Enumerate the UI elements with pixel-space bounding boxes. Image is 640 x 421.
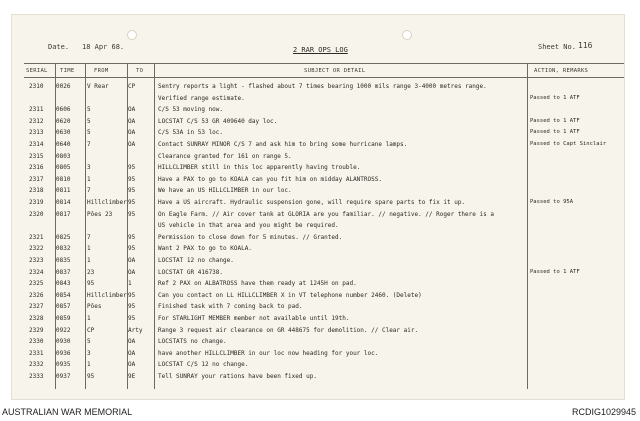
log-to-cell: OA	[128, 268, 136, 276]
log-from-cell: 95	[87, 280, 95, 288]
log-entry-row	[12, 290, 626, 301]
log-serial-cell: 2328	[29, 315, 44, 322]
log-entry-row	[12, 209, 626, 220]
log-time-cell: 0825	[56, 233, 71, 241]
log-serial-cell: 2332	[29, 361, 44, 369]
log-from-cell: 1	[87, 315, 91, 322]
date-label: Date.	[48, 43, 70, 51]
log-subject-cell: On Eagle Farm. // Air cover tank at GLORIA are you familiar. // negative. // Roger there is a	[158, 210, 494, 218]
log-entry-row	[12, 174, 626, 185]
log-subject-cell: Sentry reports a light - flashed about 7 times bearing 1000 mils range 3-4000 metres range.	[158, 83, 487, 90]
log-time-cell: 0026	[56, 83, 71, 90]
log-from-cell: 3	[87, 349, 91, 357]
log-from-cell: CP	[87, 326, 95, 334]
log-serial-cell: 2312	[29, 117, 44, 125]
log-subject-cell: Ref 2 PAX on ALBATROSS have them ready at 1245H on pad.	[158, 280, 357, 288]
log-subject-cell: Tell SUNRAY your rations have been fixed up.	[158, 373, 317, 380]
log-entry-row	[12, 127, 626, 138]
log-from-cell: 1	[87, 361, 91, 369]
log-subject-cell: LOCSTATS no change.	[158, 338, 227, 346]
log-subject-cell: US vehicle in that area and you might be required.	[158, 222, 339, 230]
log-action-cell: Passed to 1 ATF	[530, 268, 580, 275]
log-action-cell: Passed to Capt Sinclair	[530, 141, 607, 147]
log-from-cell: 5	[87, 129, 91, 137]
column-header-time: TIME	[60, 68, 75, 74]
log-entry-row	[12, 243, 626, 254]
log-time-cell: 0835	[56, 257, 71, 264]
log-serial-cell: 2325	[29, 280, 44, 288]
log-to-cell: 9E	[128, 373, 136, 380]
header-rule-top	[24, 63, 624, 64]
log-to-cell: 95	[128, 164, 136, 172]
log-action-cell: Passed to 1 ATF	[530, 94, 580, 101]
log-entry-row	[12, 325, 626, 336]
log-time-cell: 0843	[56, 280, 71, 288]
log-to-cell: OA	[128, 349, 136, 357]
log-entry-row	[12, 348, 626, 359]
column-header-subject: SUBJECT OR DETAIL	[304, 68, 366, 74]
log-serial-cell: 2313	[29, 129, 44, 137]
column-header-serial: SERIAL	[26, 68, 48, 74]
log-to-cell: 95	[128, 303, 136, 311]
log-time-cell: 0814	[56, 199, 71, 206]
header-rule-bottom	[24, 77, 624, 78]
log-serial-cell: 2316	[29, 164, 44, 172]
log-from-cell: Hillclimber	[87, 291, 127, 299]
log-serial-cell: 2326	[29, 291, 44, 299]
log-subject-cell: Clearance granted for 161 on range 5.	[158, 152, 292, 160]
log-serial-cell: 2329	[29, 326, 44, 334]
log-serial-cell: 2321	[29, 233, 44, 241]
log-from-cell: 1	[87, 245, 91, 253]
log-from-cell: 95	[87, 373, 95, 380]
log-serial-cell: 2318	[29, 187, 44, 195]
punch-hole	[402, 30, 412, 40]
log-subject-cell: Want 2 PAX to go to KOALA.	[158, 245, 252, 253]
log-serial-cell: 2327	[29, 303, 44, 311]
log-serial-cell: 2333	[29, 373, 44, 380]
log-serial-cell: 2322	[29, 245, 44, 253]
log-entry-row	[12, 139, 626, 150]
log-subject-cell: Have a US aircraft. Hydraulic suspension gone, will require spare parts to fix it up.	[158, 199, 466, 206]
log-from-cell: 1	[87, 175, 91, 183]
log-time-cell: 0935	[56, 361, 71, 369]
log-to-cell: 95	[128, 199, 136, 206]
log-from-cell: 5	[87, 338, 91, 346]
log-serial-cell: 2323	[29, 257, 44, 264]
log-subject-cell: LOCSTAT GR 416738.	[158, 268, 224, 276]
log-serial-cell: 2315	[29, 152, 44, 160]
log-subject-cell: LOCSTAT C/S 12 no change.	[158, 361, 249, 369]
log-serial-cell: 2317	[29, 175, 44, 183]
column-header-from: FROM	[94, 68, 109, 74]
log-from-cell: 7	[87, 233, 91, 241]
log-from-cell: Pôes	[87, 303, 102, 311]
log-time-cell: 0854	[56, 291, 71, 299]
archive-credit: AUSTRALIAN WAR MEMORIAL	[2, 407, 133, 417]
log-from-cell: 7	[87, 187, 91, 195]
log-from-cell: Pôes 23	[87, 210, 113, 218]
log-time-cell: 0606	[56, 106, 71, 114]
log-time-cell: 0930	[56, 338, 71, 346]
log-from-cell: 5	[87, 106, 91, 114]
log-time-cell: 0937	[56, 373, 71, 380]
log-entry-row	[12, 220, 626, 231]
log-time-cell: 0859	[56, 315, 71, 322]
log-entry-row	[12, 185, 626, 196]
log-entry-row	[12, 255, 626, 266]
log-sheet	[11, 14, 625, 400]
log-subject-cell: C/S 53A in 53 loc.	[158, 129, 224, 137]
log-to-cell: OA	[128, 129, 136, 137]
log-from-cell: Hillclimber	[87, 199, 127, 206]
log-subject-cell: For STARLIGHT MEMBER member not available until 19th.	[158, 315, 350, 322]
log-serial-cell: 2319	[29, 199, 44, 206]
log-time-cell: 0811	[56, 187, 71, 195]
log-time-cell: 0857	[56, 303, 71, 311]
log-time-cell: 0817	[56, 210, 71, 218]
log-entry-row	[12, 93, 626, 104]
log-time-cell: 0936	[56, 349, 71, 357]
log-subject-cell: We have an US HILLCLIMBER in our loc.	[158, 187, 292, 195]
sheet-number: 116	[578, 41, 593, 50]
log-time-cell: 0837	[56, 268, 71, 276]
log-to-cell: 95	[128, 233, 136, 241]
log-to-cell: OA	[128, 361, 136, 369]
log-from-cell: 3	[87, 164, 91, 172]
log-action-cell: Passed to 1 ATF	[530, 129, 580, 136]
archive-reference: RCDIG1029945	[571, 407, 636, 417]
log-entry-row	[12, 301, 626, 312]
column-header-action: ACTION, REMARKS	[534, 68, 589, 74]
log-to-cell: 95	[128, 210, 136, 218]
log-entry-row	[12, 267, 626, 278]
log-subject-cell: LOCSTAT 12 no change.	[158, 257, 234, 264]
log-entry-row	[12, 232, 626, 243]
log-to-cell: OA	[128, 117, 136, 125]
log-from-cell: 5	[87, 117, 91, 125]
log-to-cell: CP	[128, 83, 136, 90]
log-time-cell: 0803	[56, 152, 71, 160]
log-from-cell: V Rear	[87, 83, 109, 90]
log-serial-cell: 2314	[29, 141, 44, 148]
log-title: 2 RAR OPS LOG	[293, 46, 348, 54]
log-subject-cell: Verified range estimate.	[158, 94, 245, 102]
log-entry-row	[12, 371, 626, 382]
log-subject-cell: Range 3 request air clearance on GR 448675 for demolition. // Clear air.	[158, 326, 419, 334]
log-to-cell: 95	[128, 187, 136, 195]
log-entry-row	[12, 197, 626, 208]
log-to-cell: OA	[128, 257, 136, 264]
log-subject-cell: Can you contact on LL HILLCLIMBER X in VT telephone number 2460. (Delete)	[158, 291, 422, 299]
column-header-to: TO	[136, 68, 144, 74]
log-to-cell: OA	[128, 141, 136, 148]
sheet-label: Sheet No.	[538, 43, 576, 51]
log-time-cell: 0620	[56, 117, 71, 125]
log-serial-cell: 2310	[29, 83, 44, 90]
log-from-cell: 1	[87, 257, 91, 264]
log-action-cell: Passed to 95A	[530, 199, 574, 205]
log-serial-cell: 2324	[29, 268, 44, 276]
log-subject-cell: Have a PAX to go to KOALA can you fit him on midday ALANTROSS.	[158, 175, 382, 183]
log-subject-cell: Contact SUNRAY MINOR C/S 7 and ask him to bring some hurricane lamps.	[158, 141, 408, 148]
log-entry-row	[12, 313, 626, 324]
log-time-cell: 0630	[56, 129, 71, 137]
log-entry-row	[12, 162, 626, 173]
log-entry-row	[12, 151, 626, 162]
log-time-cell: 0805	[56, 164, 71, 172]
log-subject-cell: C/S 53 moving now.	[158, 106, 224, 114]
log-serial-cell: 2311	[29, 106, 44, 114]
punch-hole	[127, 30, 137, 40]
log-subject-cell: have another HILLCLIMBER in our loc now heading for your loc.	[158, 349, 379, 357]
log-to-cell: 1	[128, 280, 132, 288]
log-subject-cell: HILLCLIMBER still in this loc apparently having trouble.	[158, 164, 361, 172]
log-entry-row	[12, 336, 626, 347]
log-subject-cell: Permission to close down for 5 minutes. // Granted.	[158, 233, 343, 241]
log-time-cell: 0810	[56, 175, 71, 183]
log-from-cell: 23	[87, 268, 95, 276]
log-to-cell: 95	[128, 245, 136, 253]
log-serial-cell: 2330	[29, 338, 44, 346]
log-subject-cell: LOCSTAT C/S 53 GR 409640 day loc.	[158, 117, 278, 125]
log-time-cell: 0640	[56, 141, 71, 148]
log-to-cell: Arty	[128, 326, 143, 334]
log-serial-cell: 2320	[29, 210, 44, 218]
log-entry-row	[12, 359, 626, 370]
log-to-cell: 95	[128, 291, 136, 299]
log-to-cell: OA	[128, 106, 136, 114]
log-subject-cell: Finished task with 7 coming back to pad.	[158, 303, 303, 311]
date-value: 18 Apr 68.	[82, 43, 125, 51]
log-from-cell: 7	[87, 141, 91, 148]
log-entry-row	[12, 278, 626, 289]
log-to-cell: 95	[128, 315, 136, 322]
log-time-cell: 0832	[56, 245, 71, 253]
log-action-cell: Passed to 1 ATF	[530, 117, 580, 124]
log-serial-cell: 2331	[29, 349, 44, 357]
log-entry-row	[12, 81, 626, 92]
log-time-cell: 0922	[56, 326, 71, 334]
log-entry-row	[12, 104, 626, 115]
log-to-cell: OA	[128, 338, 136, 346]
log-to-cell: 95	[128, 175, 136, 183]
log-entry-row	[12, 116, 626, 127]
